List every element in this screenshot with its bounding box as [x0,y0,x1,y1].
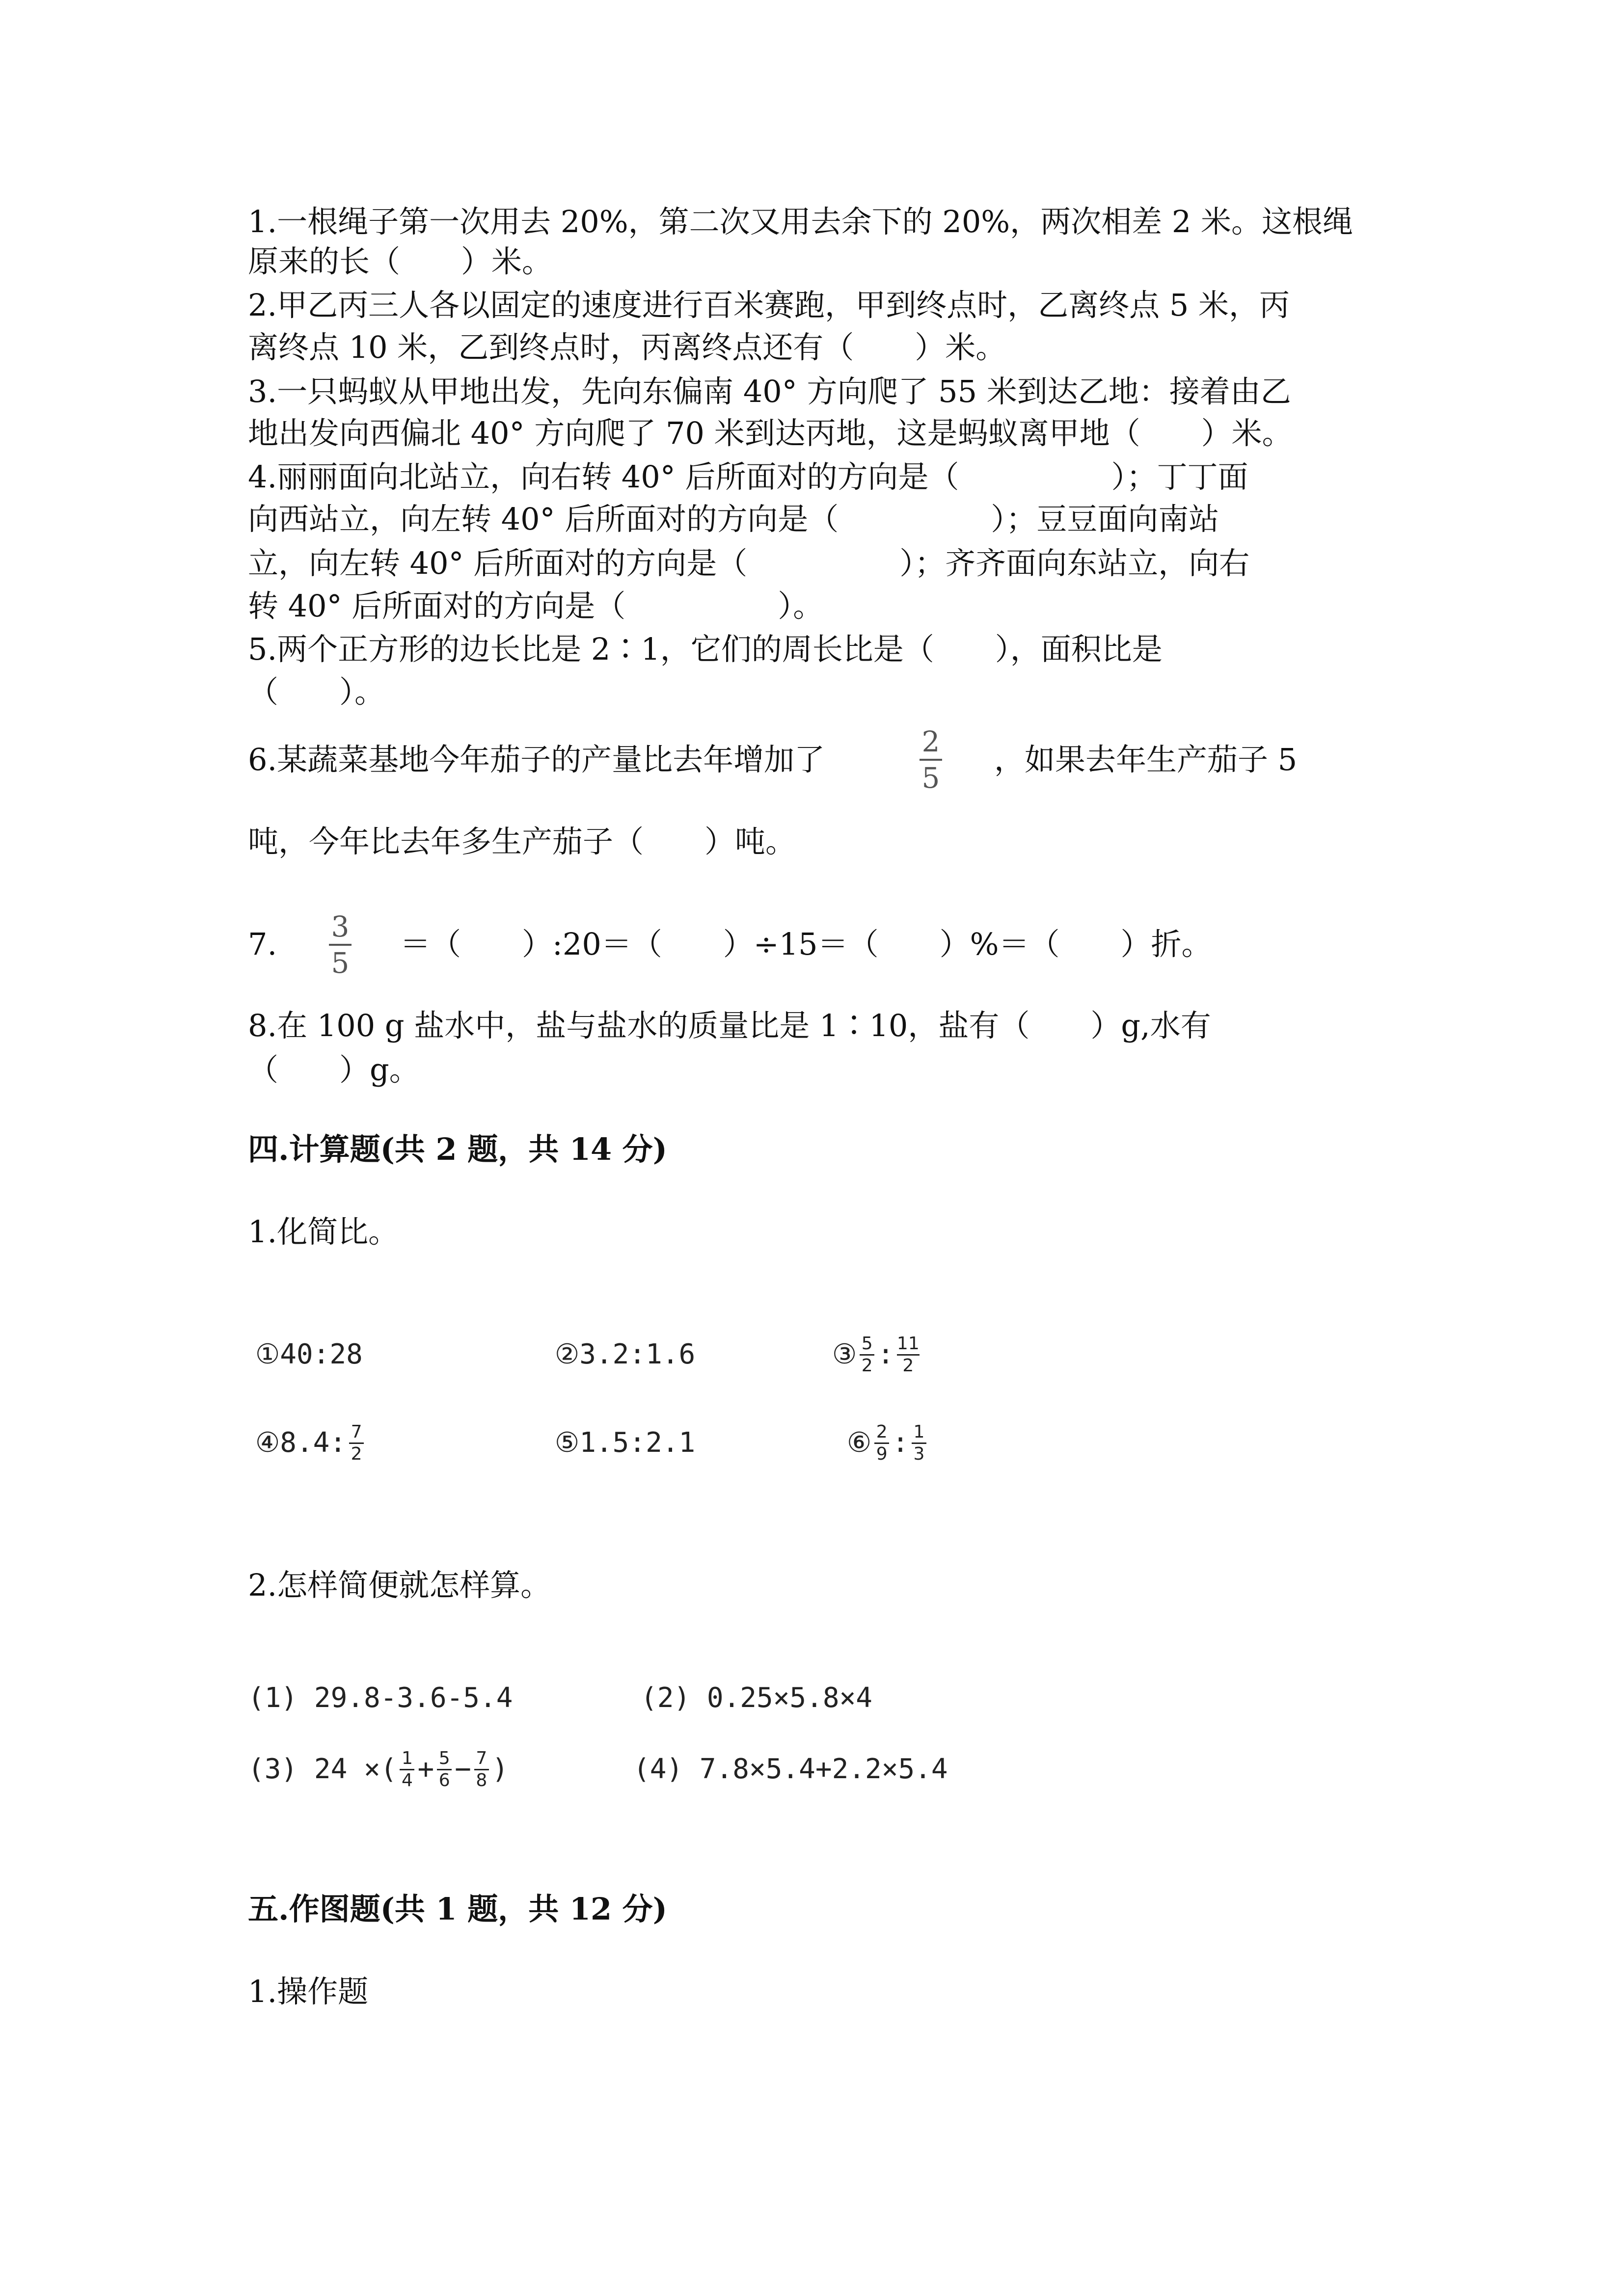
q4-line4: 转 40° 后所面对的方向是（ ）。 [248,588,824,624]
ratio-item-6-label: ⑥ [847,1427,872,1459]
section5-q1-title: 1.操作题 [248,1974,369,2009]
ratio-item-3-label: ③ [832,1338,857,1370]
numerator: 5 [438,1748,450,1768]
q6-numerator: 2 [921,725,940,758]
numerator: 1 [913,1421,925,1442]
fraction-bar [329,944,352,946]
q5-line2: （ ）。 [248,674,385,710]
denominator: 8 [476,1770,487,1790]
q7-denominator: 5 [331,946,350,980]
calc-item-3-prefix: (3) 24 ×( [248,1753,397,1785]
q2-line2: 离终点 10 米，乙到终点时，丙离终点还有（ ）米。 [248,329,1006,365]
ratio-item-6-frac-b [912,1422,926,1464]
section4-q1-title: 1.化简比。 [248,1214,399,1250]
calc-item-3-frac-3 [474,1749,489,1790]
denominator: 6 [438,1770,450,1790]
section4-q2-title: 2.怎样简便就怎样算。 [248,1567,551,1603]
numerator: 7 [476,1748,487,1768]
ratio-item-1-text: ①40:28 [255,1338,363,1370]
ratio-item-6 [847,1409,929,1477]
ratio-item-3-frac-a [860,1334,874,1376]
q5-line1: 5.两个正方形的边长比是 2∶1，它们的周长比是（ ），面积比是 [248,631,1163,667]
q2-line1: 2.甲乙丙三人各以固定的速度进行百米赛跑，甲到终点时，乙离终点 5 米，丙 [248,287,1290,323]
q6-line2: 吨，今年比去年多生产茄子（ ）吨。 [248,824,796,859]
calc-item-1 [248,1664,513,1733]
calc-item-2 [641,1664,872,1733]
ratio-item-6-sep: : [892,1427,909,1459]
calc-item-3-frac-1 [400,1749,414,1790]
calc-item-4-text: (4) 7.8×5.4+2.2×5.4 [633,1753,948,1785]
numerator: 2 [876,1421,888,1442]
ratio-item-5 [555,1409,695,1477]
calc-item-3-suffix: ) [491,1753,509,1785]
section5-heading: 五.作图题(共 1 题，共 12 分) [248,1891,668,1927]
q6-line1-after: ，如果去年生产茄子 5 [994,742,1298,777]
q6-denominator: 5 [921,761,940,795]
q4-line3: 立，向左转 40° 后所面对的方向是（ ）；齐齐面向东站立，向右 [248,545,1250,581]
q4-line2: 向西站立，向左转 40° 后所面对的方向是（ ）；豆豆面向南站 [248,501,1219,537]
calc-item-3-frac-2 [437,1749,452,1790]
ratio-item-5-text: ⑤1.5:2.1 [555,1427,696,1459]
ratio-item-4-frac-b [349,1422,364,1464]
denominator: 9 [876,1443,888,1464]
denominator: 2 [902,1355,914,1376]
q7-prefix: 7. [248,926,277,962]
q7-numerator: 3 [331,910,350,943]
calc-item-2-text: (2) 0.25×5.8×4 [641,1682,873,1714]
q3-line1: 3.一只蚂蚁从甲地出发，先向东偏南 40° 方向爬了 55 米到达乙地：接着由乙 [248,374,1291,409]
numerator: 11 [896,1333,920,1354]
ratio-item-4-label: ④8.4: [255,1427,347,1459]
q3-line2: 地出发向西偏北 40° 方向爬了 70 米到达丙地，这是蚂蚁离甲地（ ）米。 [248,415,1293,451]
q1-line1: 1.一根绳子第一次用去 20%，第二次又用去余下的 20%，两次相差 2 米。这根绳 [248,204,1353,240]
denominator: 4 [401,1770,413,1790]
calc-item-3-op1: + [417,1753,434,1785]
calc-item-1-text: (1) 29.8-3.6-5.4 [248,1682,513,1714]
ratio-item-2 [555,1320,695,1389]
ratio-item-2-text: ②3.2:1.6 [555,1338,696,1370]
calc-item-3-op2: − [455,1753,471,1785]
q6-line1-text: 6.某蔬菜基地今年茄子的产量比去年增加了 [248,742,825,777]
ratio-item-3 [832,1320,922,1389]
q7-fraction [329,910,352,979]
q8-line2: （ ）g。 [248,1052,420,1088]
ratio-item-3-frac-b [897,1334,920,1376]
denominator: 2 [351,1443,362,1464]
ratio-item-4 [255,1409,367,1477]
denominator: 3 [913,1443,925,1464]
section4-heading: 四.计算题(共 2 题，共 14 分) [248,1131,668,1167]
denominator: 2 [861,1355,873,1376]
fraction-bar [920,759,942,761]
q8-line1: 8.在 100 g 盐水中，盐与盐水的质量比是 1∶10，盐有（ ）g,水有 [248,1008,1211,1043]
calc-item-4 [633,1735,948,1804]
ratio-item-3-sep: : [877,1338,894,1370]
numerator: 1 [401,1748,413,1768]
q7-rest: ＝（ ）:20＝（ ）÷15＝（ ）%＝（ ）折。 [400,926,1212,962]
calc-item-3 [248,1735,509,1804]
numerator: 5 [861,1333,873,1354]
ratio-item-1 [255,1320,363,1389]
numerator: 7 [351,1421,362,1442]
ratio-item-6-frac-a [874,1422,889,1464]
q6-fraction [920,725,942,794]
q4-line1: 4.丽丽面向北站立，向右转 40° 后所面对的方向是（ ）；丁丁面 [248,459,1248,495]
q1-line2: 原来的长（ ）米。 [248,243,553,279]
